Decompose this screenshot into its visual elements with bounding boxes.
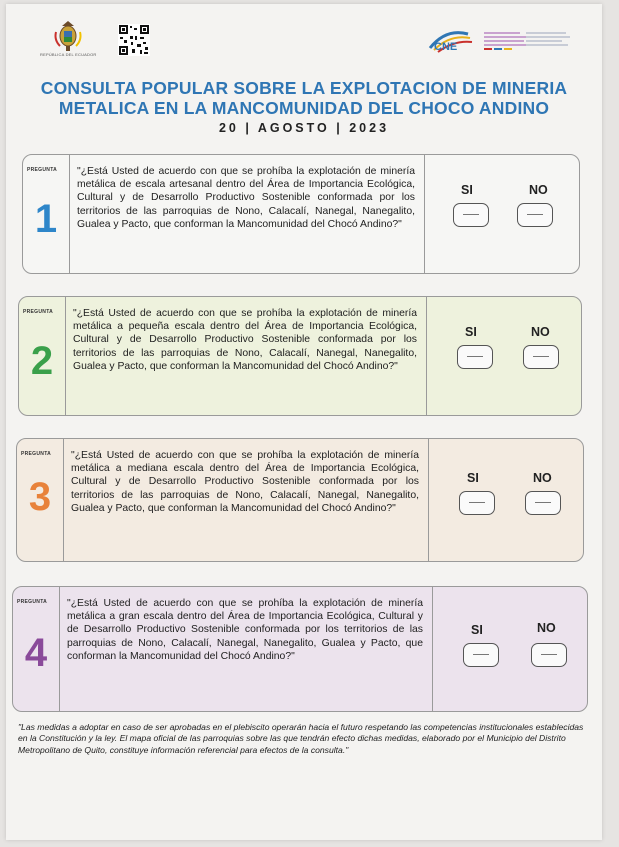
yes-checkbox[interactable] <box>457 345 493 369</box>
legal-footnote: "Las medidas a adoptar en caso de ser aprobadas en el plebiscito operarán hacia el futuro respetando las competencias institucionales establecidas en la Constitución y la ley. El mapa oficial de las parroquias sobre las que tendrán efecto dichas medidas, elaborado por el Municipio del Distrito Metropolitano de Quito, constituye información referencial para efectos de la consulta." <box>18 722 584 755</box>
question-number-cell <box>23 155 70 273</box>
answer-cell <box>428 439 583 561</box>
yes-checkbox[interactable] <box>459 491 495 515</box>
question-number-cell <box>17 439 64 561</box>
cne-logo-icon <box>426 26 576 54</box>
no-label: NO <box>531 325 550 339</box>
no-checkbox[interactable] <box>525 491 561 515</box>
answer-cell <box>432 587 587 711</box>
no-label: NO <box>537 621 556 635</box>
question-text: "¿Está Usted de acuerdo con que se prohíba la explotación de minería metálica a pequeña escala dentro del Área de Importancia Ecológica, Cultural y de Desarrollo Productivo Sostenible conformada por los territorios de las parroquias de Nono, Calacalí, Nanegal, Nanegalito, Gualea y Pacto, que conforman la Mancomunidad del Chocó Andino?" <box>73 308 417 372</box>
question-number: 4 <box>24 631 48 675</box>
ballot-sheet <box>6 4 602 840</box>
question-label: PREGUNTA <box>21 451 52 457</box>
question-1-panel <box>22 154 580 274</box>
yes-label: SI <box>471 623 483 637</box>
seal-caption: REPÚBLICA DEL ECUADOR <box>40 52 97 57</box>
question-label: PREGUNTA <box>23 309 54 315</box>
answer-cell <box>424 155 579 273</box>
question-number-cell <box>13 587 60 711</box>
question-text: "¿Está Usted de acuerdo con que se prohíba la explotación de minería metálica a gran escala dentro del Área de Importancia Ecológica, Cultural y de Desarrollo Productivo Sostenible conformada por los territorios de las parroquias de Nono, Calacalí, Nanegal, Nanegalito, Gualea y Pacto, que conforman la Mancomunidad del Chocó Andino?" <box>67 598 423 662</box>
no-checkbox[interactable] <box>531 643 567 667</box>
question-4-panel <box>12 586 588 712</box>
title-line-1: CONSULTA POPULAR SOBRE LA EXPLOTACION DE MINERIA <box>40 78 568 98</box>
yes-label: SI <box>467 471 479 485</box>
question-number-cell <box>19 297 66 415</box>
yes-label: SI <box>465 325 477 339</box>
question-number: 2 <box>30 339 54 383</box>
question-number: 1 <box>34 197 58 241</box>
question-3-panel <box>16 438 584 562</box>
title-line-2: METALICA EN LA MANCOMUNIDAD DEL CHOCO ANDINO <box>58 98 550 118</box>
no-label: NO <box>533 471 552 485</box>
cne-logo-text: CNE <box>434 41 458 53</box>
question-label: PREGUNTA <box>27 167 58 173</box>
no-checkbox[interactable] <box>523 345 559 369</box>
question-number: 3 <box>28 475 52 519</box>
question-label: PREGUNTA <box>17 599 48 605</box>
question-text: "¿Está Usted de acuerdo con que se prohíba la explotación de minería metálica de escala artesanal dentro del Área de Importancia Ecológica, Cultural y de Desarrollo Productivo Sostenible conformada por los territorios de las parroquias de Nono, Calacalí, Nanegal, Nanegalito, Gualea y Pacto, que conforman la Mancomunidad del Chocó Andino?" <box>77 166 415 230</box>
yes-checkbox[interactable] <box>463 643 499 667</box>
qr-code-icon <box>118 24 150 56</box>
no-checkbox[interactable] <box>517 203 553 227</box>
ballot-date: 20 | AGOSTO | 2023 <box>218 121 390 135</box>
coat-of-arms-icon <box>50 18 86 54</box>
question-2-panel <box>18 296 582 416</box>
yes-checkbox[interactable] <box>453 203 489 227</box>
ballot-header <box>6 4 602 72</box>
answer-cell <box>426 297 581 415</box>
question-text: "¿Está Usted de acuerdo con que se prohíba la explotación de minería metálica a mediana escala dentro del Área de Importancia Ecológica, Cultural y de Desarrollo Productivo Sostenible conformada por los territorios de las parroquias de Nono, Calacalí, Nanegal, Nanegalito, Gualea y Pacto, que conforman la Mancomunidad del Chocó Andino?" <box>71 450 419 514</box>
yes-label: SI <box>461 183 473 197</box>
no-label: NO <box>529 183 548 197</box>
ballot-title <box>6 78 602 118</box>
